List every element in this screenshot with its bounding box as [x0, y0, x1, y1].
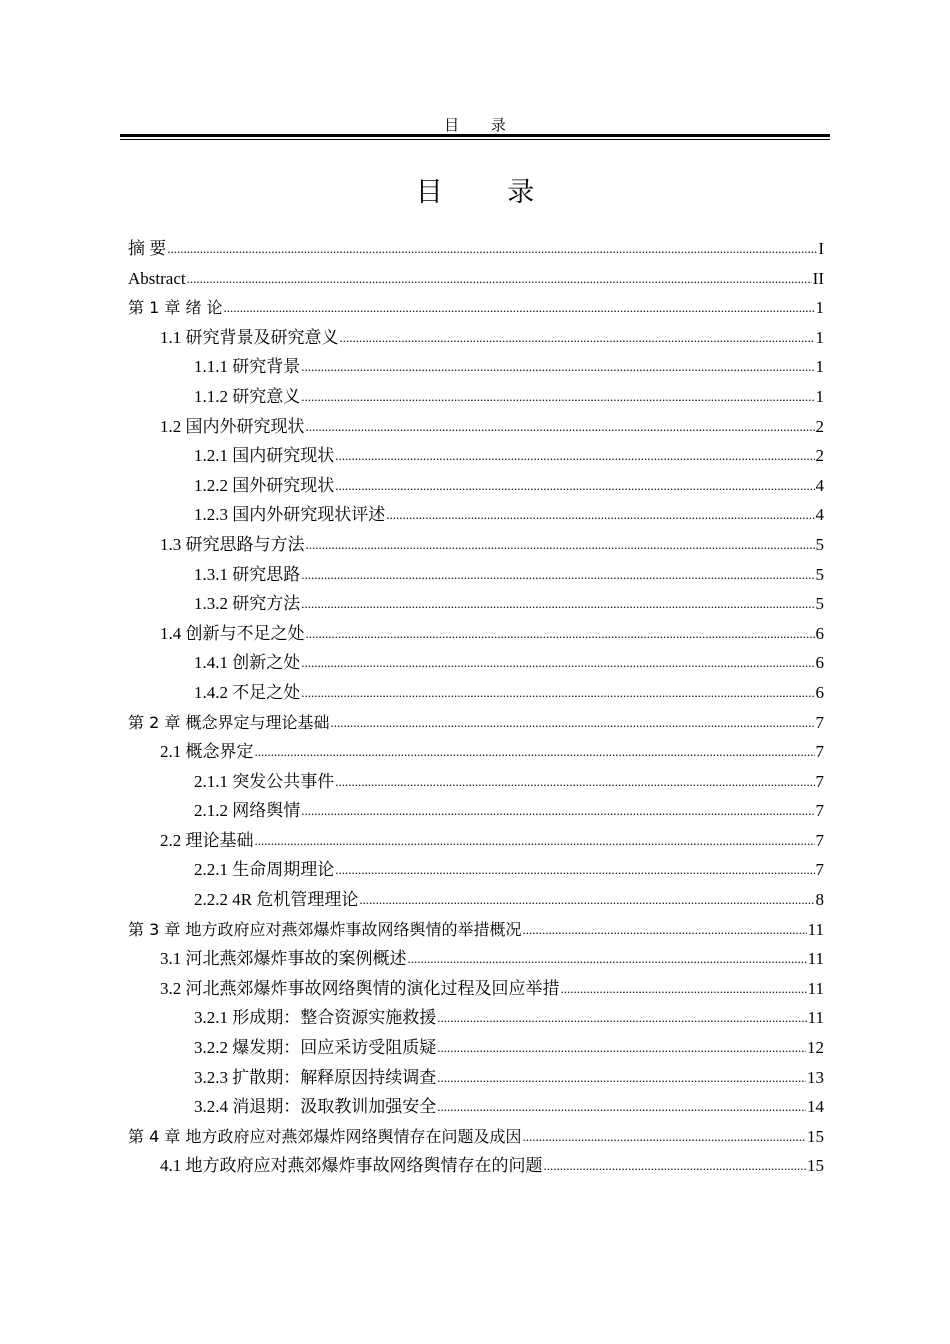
leader-dots — [408, 943, 807, 974]
leader-dots — [437, 1091, 806, 1122]
toc-entry-1-2[interactable] — [128, 412, 824, 442]
leader-dots — [187, 263, 812, 294]
toc-entry-page: 11 — [807, 1008, 824, 1028]
leader-dots — [301, 795, 814, 826]
table-of-contents — [128, 234, 824, 1181]
toc-entry-chapter-4[interactable] — [128, 1122, 824, 1152]
toc-entry-label: 1.1.1 研究背景 — [194, 357, 301, 377]
toc-entry-page: 7 — [815, 860, 824, 880]
leader-dots — [386, 499, 814, 530]
toc-entry-1-2-2[interactable] — [128, 471, 824, 501]
toc-entry-chapter-3[interactable] — [128, 915, 824, 945]
toc-entry-page: 15 — [807, 1126, 824, 1146]
leader-dots — [301, 677, 814, 708]
toc-entry-label: 1.1.2 研究意义 — [194, 386, 301, 406]
leader-dots — [301, 381, 814, 412]
toc-entry-page: 7 — [815, 771, 824, 791]
toc-entry-page: 2 — [815, 416, 824, 436]
leader-dots — [301, 559, 814, 590]
toc-entry-page: 14 — [807, 1097, 824, 1117]
leader-dots — [437, 1002, 806, 1033]
toc-entry-page: 2 — [815, 446, 824, 466]
toc-entry-label: 1.3.1 研究思路 — [194, 564, 301, 584]
toc-entry-abstract-cn[interactable] — [128, 234, 824, 264]
leader-dots — [255, 825, 815, 856]
toc-entry-1-4[interactable] — [128, 619, 824, 649]
toc-entry-page: 7 — [815, 712, 824, 732]
toc-entry-page: 1 — [815, 386, 824, 406]
leader-dots — [340, 322, 815, 353]
toc-entry-page: 5 — [815, 594, 824, 614]
toc-entry-2-2[interactable] — [128, 826, 824, 856]
toc-entry-label: 1.2.2 国外研究现状 — [194, 475, 335, 495]
toc-entry-4-1[interactable] — [128, 1151, 824, 1181]
leader-dots — [306, 411, 815, 442]
toc-entry-3-2-4[interactable] — [128, 1092, 824, 1122]
leader-dots — [301, 351, 814, 382]
leader-dots — [359, 884, 814, 915]
toc-entry-page: 12 — [807, 1038, 824, 1058]
toc-entry-2-2-1[interactable] — [128, 855, 824, 885]
leader-dots — [335, 854, 814, 885]
toc-entry-page: 7 — [815, 830, 824, 850]
toc-entry-page: 11 — [807, 919, 824, 939]
header-rule-thick — [120, 134, 830, 137]
toc-entry-label: 2.1 概念界定 — [160, 742, 254, 762]
toc-entry-1-3[interactable] — [128, 530, 824, 560]
toc-entry-label: 1.4.2 不足之处 — [194, 682, 301, 702]
toc-entry-label: 第 2 章 概念界定与理论基础 — [128, 712, 330, 732]
toc-entry-1-4-1[interactable] — [128, 648, 824, 678]
leader-dots — [544, 1150, 807, 1181]
toc-entry-label: 第 1 章 绪 论 — [128, 298, 223, 318]
leader-dots — [301, 647, 814, 678]
toc-entry-label: 2.2.2 4R 危机管理理论 — [194, 890, 359, 910]
leader-dots — [255, 736, 815, 767]
toc-entry-label: 摘 要 — [128, 239, 167, 258]
toc-entry-1-1-2[interactable] — [128, 382, 824, 412]
leader-dots — [306, 529, 815, 560]
toc-entry-label: 3.2.1 形成期：整合资源实施救援 — [194, 1008, 437, 1028]
toc-entry-label: 2.1.2 网络舆情 — [194, 801, 301, 821]
leader-dots — [561, 973, 807, 1004]
leader-dots — [437, 1062, 806, 1093]
toc-entry-1-3-2[interactable] — [128, 589, 824, 619]
leader-dots — [335, 766, 814, 797]
toc-entry-page: II — [812, 268, 824, 288]
toc-entry-page: 4 — [815, 505, 824, 525]
toc-entry-2-1-2[interactable] — [128, 796, 824, 826]
toc-entry-label: 3.2 河北燕郊爆炸事故网络舆情的演化过程及回应举措 — [160, 978, 560, 998]
toc-entry-label: 1.4 创新与不足之处 — [160, 623, 305, 643]
toc-entry-page: 6 — [815, 682, 824, 702]
toc-entry-3-2-1[interactable] — [128, 1003, 824, 1033]
toc-entry-page: 11 — [807, 949, 824, 969]
toc-entry-chapter-2[interactable] — [128, 708, 824, 738]
toc-entry-label: 2.2.1 生命周期理论 — [194, 860, 335, 880]
toc-entry-abstract-en[interactable] — [128, 264, 824, 294]
toc-entry-page: 4 — [815, 475, 824, 495]
toc-entry-page: 8 — [815, 890, 824, 910]
toc-entry-label: 1.2.3 国内外研究现状评述 — [194, 505, 386, 525]
header-rule-thin — [120, 139, 830, 140]
toc-entry-page: 1 — [815, 327, 824, 347]
toc-entry-label: 4.1 地方政府应对燕郊爆炸事故网络舆情存在的问题 — [160, 1156, 543, 1176]
leader-dots — [224, 292, 815, 323]
toc-entry-label: 1.2.1 国内研究现状 — [194, 446, 335, 466]
toc-entry-label: 1.2 国内外研究现状 — [160, 416, 305, 436]
toc-entry-1-2-3[interactable] — [128, 500, 824, 530]
toc-entry-3-2-2[interactable] — [128, 1033, 824, 1063]
toc-entry-page: 7 — [815, 801, 824, 821]
toc-entry-1-1[interactable] — [128, 323, 824, 353]
leader-dots — [330, 707, 814, 738]
toc-entry-page: 6 — [815, 653, 824, 673]
toc-entry-label: 2.2 理论基础 — [160, 830, 254, 850]
leader-dots — [437, 1032, 806, 1063]
running-header: 目 录 — [444, 118, 520, 134]
page-title: 目 录 — [415, 177, 563, 208]
toc-entry-2-1[interactable] — [128, 737, 824, 767]
toc-entry-chapter-1[interactable] — [128, 293, 824, 323]
toc-entry-page: 13 — [807, 1067, 824, 1087]
toc-entry-2-2-2[interactable] — [128, 885, 824, 915]
toc-entry-1-1-1[interactable] — [128, 352, 824, 382]
toc-entry-label: 3.1 河北燕郊爆炸事故的案例概述 — [160, 949, 407, 969]
toc-entry-label: 3.2.2 爆发期：回应采访受阻质疑 — [194, 1038, 437, 1058]
toc-entry-2-1-1[interactable] — [128, 767, 824, 797]
toc-entry-label: 1.3 研究思路与方法 — [160, 534, 305, 554]
toc-entry-page: 11 — [807, 978, 824, 998]
leader-dots — [301, 588, 814, 619]
leader-dots — [335, 440, 814, 471]
toc-entry-3-1[interactable] — [128, 944, 824, 974]
toc-entry-page: 1 — [815, 357, 824, 377]
toc-entry-label: Abstract — [128, 268, 186, 288]
toc-entry-label: 1.1 研究背景及研究意义 — [160, 327, 339, 347]
toc-entry-label: 1.3.2 研究方法 — [194, 594, 301, 614]
toc-entry-label: 1.4.1 创新之处 — [194, 653, 301, 673]
leader-dots — [522, 1121, 806, 1152]
toc-entry-1-3-1[interactable] — [128, 560, 824, 590]
toc-entry-label: 3.2.3 扩散期：解释原因持续调查 — [194, 1067, 437, 1087]
toc-entry-page: 5 — [815, 564, 824, 584]
toc-entry-page: I — [818, 239, 824, 258]
toc-entry-1-2-1[interactable] — [128, 441, 824, 471]
toc-entry-page: 7 — [815, 742, 824, 762]
toc-entry-label: 第 4 章 地方政府应对燕郊爆炸网络舆情存在问题及成因 — [128, 1126, 522, 1146]
toc-entry-page: 15 — [807, 1156, 824, 1176]
leader-dots — [335, 470, 814, 501]
toc-entry-page: 6 — [815, 623, 824, 643]
toc-entry-label: 3.2.4 消退期：汲取教训加强安全 — [194, 1097, 437, 1117]
toc-entry-3-2-3[interactable] — [128, 1063, 824, 1093]
toc-entry-label: 第 3 章 地方政府应对燕郊爆炸事故网络舆情的举措概况 — [128, 919, 522, 939]
leader-dots — [522, 914, 806, 945]
toc-entry-1-4-2[interactable] — [128, 678, 824, 708]
leader-dots — [306, 618, 815, 649]
leader-dots — [167, 233, 817, 264]
toc-entry-label: 2.1.1 突发公共事件 — [194, 771, 335, 791]
toc-entry-3-2[interactable] — [128, 974, 824, 1004]
toc-entry-page: 1 — [815, 298, 824, 318]
toc-entry-page: 5 — [815, 534, 824, 554]
